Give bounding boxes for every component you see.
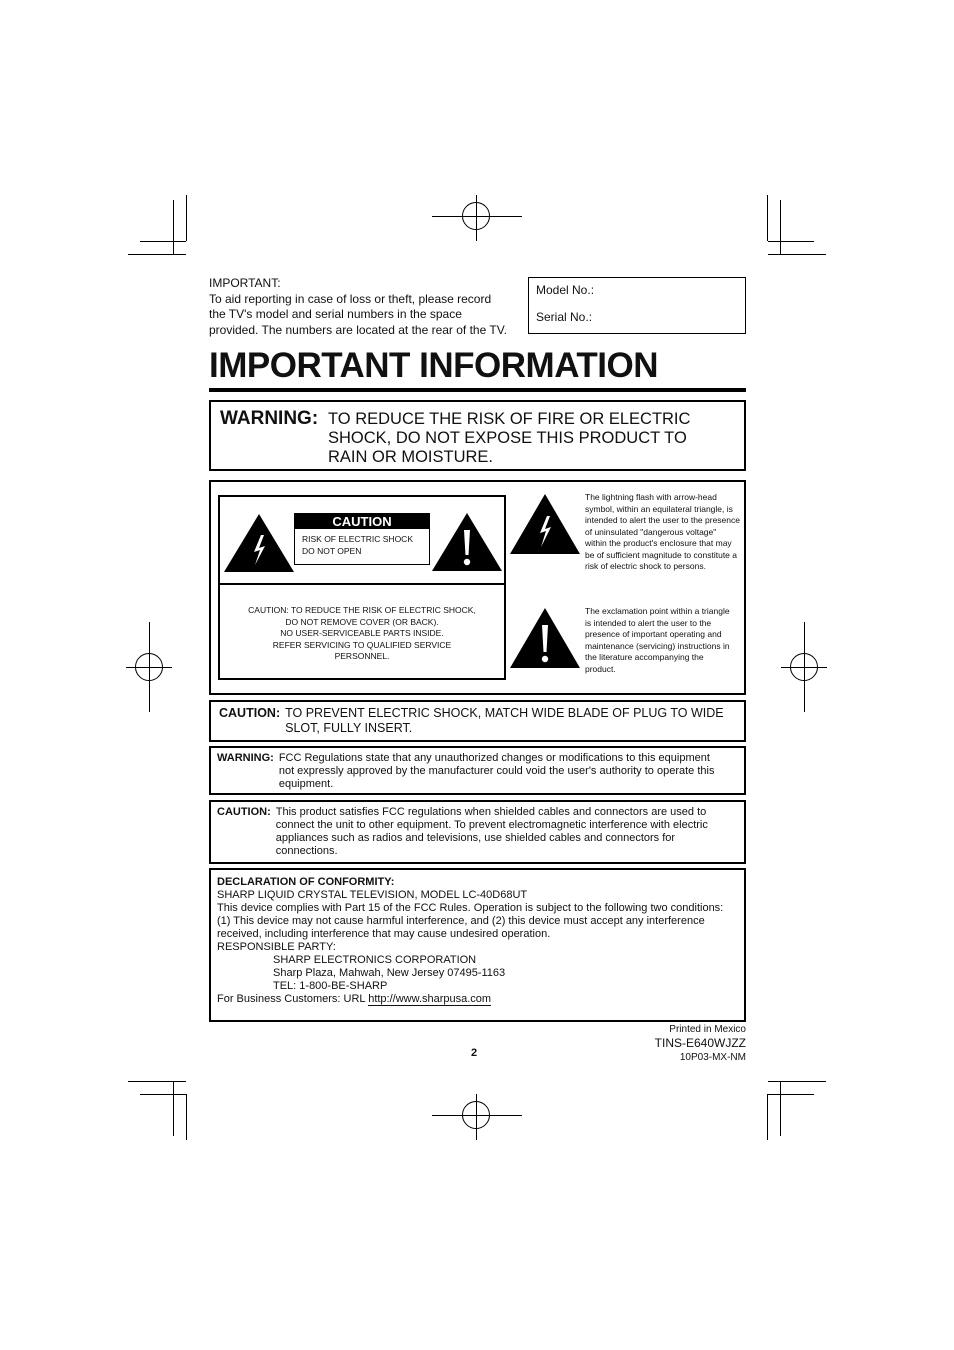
business-url-row bbox=[217, 993, 737, 1006]
intro-line: provided. The numbers are located at the rear of the TV. bbox=[209, 322, 507, 337]
warning-box bbox=[209, 400, 746, 471]
caution-body-line: NO USER-SERVICEABLE PARTS INSIDE. bbox=[280, 628, 444, 638]
printed-in: Printed in Mexico bbox=[669, 1024, 746, 1035]
lightning-triangle-icon bbox=[224, 514, 294, 572]
declaration-heading: DECLARATION OF CONFORMITY: bbox=[217, 876, 395, 888]
warning-fcc-text: FCC Regulations state that any unauthorized changes or modifications to this equipment not expressly approved by the manufacturer could void the user's authority to operate this equipment. bbox=[278, 752, 715, 790]
footer-codes bbox=[600, 1023, 746, 1064]
page-title: IMPORTANT INFORMATION bbox=[209, 346, 658, 385]
caution-fcc-label: CAUTION: bbox=[217, 806, 271, 818]
declaration-box bbox=[209, 868, 746, 1022]
caution-label-body bbox=[220, 605, 504, 663]
caution-plug-label: CAUTION: bbox=[219, 706, 281, 720]
declaration-compliance: This device complies with Part 15 of the FCC Rules. Operation is subject to the following two conditions: bbox=[217, 902, 724, 914]
caution-body-line: REFER SERVICING TO QUALIFIED SERVICE bbox=[272, 639, 452, 650]
caution-symbols-box bbox=[209, 480, 746, 695]
caution-tag-line: RISK OF ELECTRIC SHOCK bbox=[302, 534, 413, 544]
declaration-model: SHARP LIQUID CRYSTAL TELEVISION, MODEL LC-40D68UT bbox=[217, 889, 528, 901]
caution-plug-text: TO PREVENT ELECTRIC SHOCK, MATCH WIDE BLADE OF PLUG TO WIDE SLOT, FULLY INSERT. bbox=[285, 706, 724, 735]
caution-plug-box bbox=[209, 700, 746, 742]
exclamation-triangle-icon bbox=[432, 513, 502, 571]
warning-text: TO REDUCE THE RISK OF FIRE OR ELECTRIC SHOCK, DO NOT EXPOSE THIS PRODUCT TO RAIN OR MOISTURE. bbox=[328, 410, 691, 466]
intro-text bbox=[209, 276, 529, 338]
intro-line: the TV's model and serial numbers in the space bbox=[209, 307, 462, 321]
warning-fcc-row bbox=[217, 752, 724, 791]
caution-body-line: DO NOT REMOVE COVER (OR BACK). bbox=[285, 616, 439, 627]
lightning-symbol-icon bbox=[510, 494, 580, 554]
sharp-url-link[interactable]: http://www.sharpusa.com bbox=[368, 993, 492, 1005]
warning-fcc-label: WARNING: bbox=[217, 752, 274, 764]
caution-fcc-text: This product satisfies FCC regulations when shielded cables and connectors are used to connect the unit to other equipment. To prevent electromagnetic interference with electric appliances such as radios and televisions, use shielded cables and connectors for connections. bbox=[275, 806, 708, 857]
party-company: SHARP ELECTRONICS CORPORATION bbox=[273, 954, 477, 966]
document-code: TINS-E640WJZZ bbox=[654, 1036, 746, 1050]
warning-fcc-box bbox=[209, 746, 746, 795]
warning-label: WARNING: bbox=[220, 408, 319, 429]
serial-number-label: Serial No.: bbox=[536, 310, 593, 324]
responsible-party-label: RESPONSIBLE PARTY: bbox=[217, 941, 336, 953]
caution-body-line: PERSONNEL. bbox=[334, 651, 390, 661]
lightning-explanation: The lightning flash with arrow-head symbol, within an equilateral triangle, is intended to alert the user to the presence of uninsulated "dangerous voltage" within the product's enclosure that may be of sufficient magnitude to constitute a risk of electric shock to persons. bbox=[585, 492, 740, 571]
revision-code: 10P03-MX-NM bbox=[679, 1052, 746, 1063]
party-tel: TEL: 1-800-BE-SHARP bbox=[273, 980, 388, 992]
caution-fcc-box bbox=[209, 800, 746, 864]
exclamation-symbol-icon bbox=[510, 608, 580, 668]
record-box bbox=[528, 277, 746, 334]
party-address: Sharp Plaza, Mahwah, New Jersey 07495-1163 bbox=[273, 967, 506, 979]
intro-line: To aid reporting in case of loss or theft, please record bbox=[209, 291, 492, 306]
page-number: 2 bbox=[471, 1047, 478, 1059]
business-url-prefix: For Business Customers: URL bbox=[217, 993, 366, 1005]
caution-plug-row bbox=[219, 706, 736, 736]
intro-heading: IMPORTANT: bbox=[209, 276, 281, 290]
caution-tag-line: DO NOT OPEN bbox=[302, 545, 362, 556]
caution-body-line: CAUTION: TO REDUCE THE RISK OF ELECTRIC SHOCK, bbox=[248, 605, 476, 615]
title-rule bbox=[209, 388, 746, 392]
model-number-label: Model No.: bbox=[536, 283, 595, 297]
caution-tag-title: CAUTION bbox=[295, 514, 429, 529]
caution-fcc-row bbox=[217, 806, 736, 858]
declaration-conditions: (1) This device may not cause harmful interference, and (2) this device must accept any interference received, including interference that may cause undesired operation. bbox=[217, 915, 705, 940]
caution-label-graphic bbox=[218, 495, 506, 680]
exclamation-explanation: The exclamation point within a triangle is intended to alert the user to the presence of important operating and maintenance (servicing) instructions in the literature accompanying the product. bbox=[585, 606, 730, 674]
caution-tag bbox=[294, 513, 430, 565]
caution-label-top bbox=[220, 497, 504, 585]
